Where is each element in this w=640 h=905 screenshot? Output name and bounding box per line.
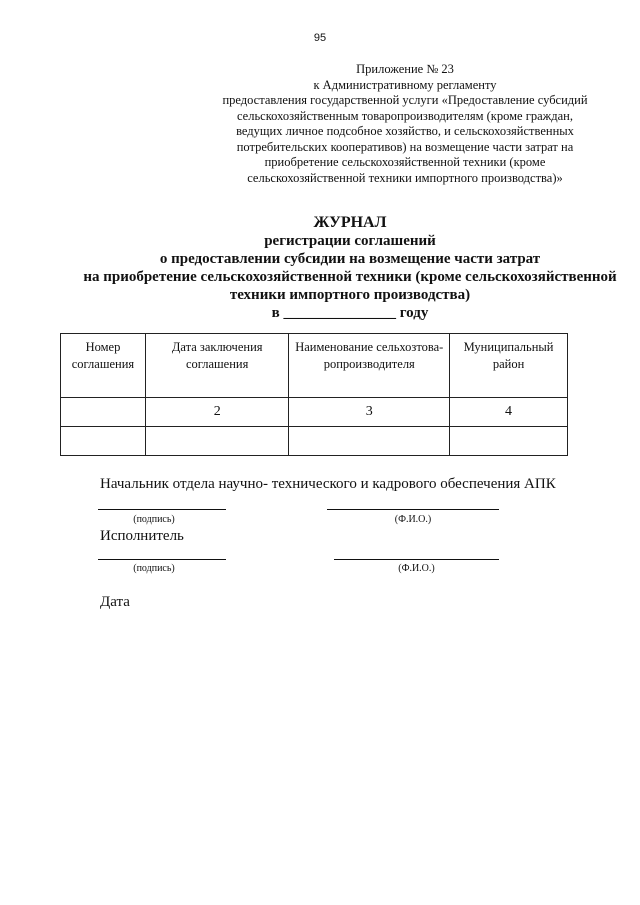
table-column-number-row bbox=[61, 398, 568, 427]
journal-title bbox=[40, 214, 640, 322]
position-title: Начальник отдела научно- технического и кадрового обеспечения АПК bbox=[100, 476, 556, 492]
executor-fio-line bbox=[334, 559, 499, 560]
table-cell bbox=[450, 427, 568, 456]
journal-title-line: техники импортного производства) bbox=[229, 287, 471, 303]
fio-line bbox=[327, 509, 499, 510]
signature-caption: (подпись) bbox=[133, 514, 175, 525]
header-producer-name: Наименование сельхозтова-ропроизводителя bbox=[289, 334, 450, 398]
header-agreement-number: Номер соглашения bbox=[61, 334, 146, 398]
appendix-line: ведущих личное подсобное хозяйство, и сельскохозяйственных bbox=[236, 124, 574, 138]
journal-title-year-line: в _______________ году bbox=[271, 305, 429, 321]
appendix-line: Приложение № 23 bbox=[356, 62, 454, 76]
column-number-cell: 4 bbox=[450, 398, 568, 427]
table-cell bbox=[289, 427, 450, 456]
column-number-cell: 2 bbox=[145, 398, 289, 427]
appendix-header bbox=[210, 62, 600, 186]
executor-signature-line bbox=[98, 559, 226, 560]
registry-table bbox=[60, 333, 568, 456]
executor-signature-caption: (подпись) bbox=[133, 563, 175, 574]
header-agreement-date: Дата заключения соглашения bbox=[145, 334, 289, 398]
column-number-cell bbox=[61, 398, 146, 427]
journal-title-line: на приобретение сельскохозяйственной техники (кроме сельскохозяйственной bbox=[83, 269, 617, 285]
date-label: Дата bbox=[100, 594, 130, 610]
appendix-line: к Административному регламенту bbox=[313, 77, 497, 92]
appendix-line: приобретение сельскохозяйственной техники (кроме bbox=[264, 155, 546, 169]
fio-caption: (Ф.И.О.) bbox=[394, 514, 432, 525]
journal-title-line: о предоставлении субсидии на возмещение части затрат bbox=[159, 251, 541, 267]
header-municipal-district: Муниципальный район bbox=[450, 334, 568, 398]
appendix-line: потребительских кооперативов) на возмещение части затрат на bbox=[236, 139, 574, 154]
executor-label: Исполнитель bbox=[100, 528, 184, 544]
page-number: 95 bbox=[313, 32, 327, 44]
journal-title-line: регистрации соглашений bbox=[264, 233, 436, 249]
table-row bbox=[61, 427, 568, 456]
table-header-row bbox=[61, 334, 568, 398]
appendix-line: сельскохозяйственной техники импортного производства)» bbox=[247, 170, 563, 185]
appendix-line: сельскохозяйственным товаропроизводителям (кроме граждан, bbox=[236, 108, 574, 123]
table-cell bbox=[145, 427, 289, 456]
journal-title-main: ЖУРНАЛ bbox=[313, 214, 387, 231]
column-number-cell: 3 bbox=[289, 398, 450, 427]
table-cell bbox=[61, 427, 146, 456]
appendix-line: предоставления государственной услуги «Предоставление субсидий bbox=[222, 93, 588, 107]
signature-line bbox=[98, 509, 226, 510]
executor-fio-caption: (Ф.И.О.) bbox=[398, 563, 435, 574]
